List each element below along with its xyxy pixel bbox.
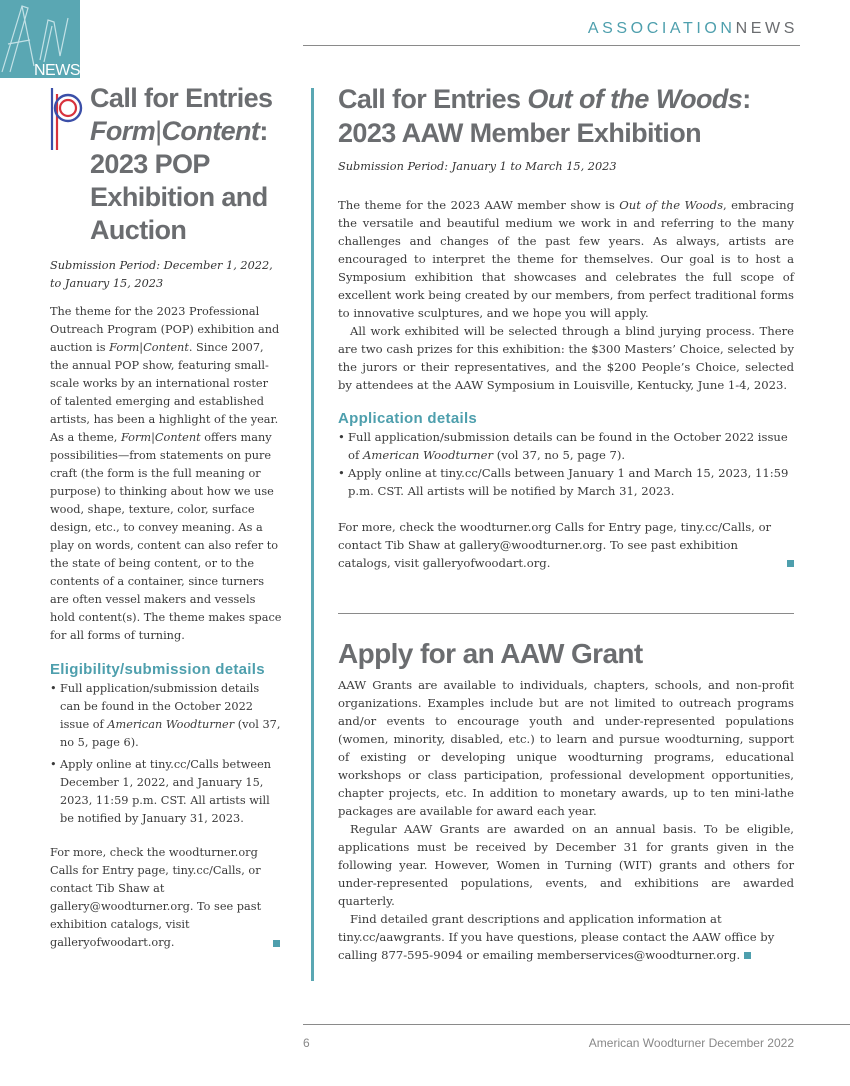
grant-body-text-3: Find detailed grant descriptions and application information at tiny.cc/aawgrants. If you have questions, please contact the AAW office by calling 877-595-9094 or emailing memberservices@woodturner.org. — [338, 912, 775, 962]
grant-article-title: Apply for an AAW Grant — [338, 638, 643, 669]
pop-article-title — [90, 82, 284, 247]
member-bullet2-text: Apply online at tiny.cc/Calls between January 1 and March 15, 2023, 11:59 p.m. CST. All artists will be notified by March 31, 2023. — [348, 466, 789, 498]
end-of-article-mark-icon — [744, 952, 751, 959]
pop-body-text-a: The theme for the 2023 Professional Outreach Program (POP) exhibition and auction is — [50, 305, 280, 354]
member-title-line1 — [338, 82, 794, 116]
member-body-theme: Out of the Woods — [619, 198, 724, 212]
pop-title-line5: Auction — [90, 215, 187, 245]
section-header-association: ASSOCIATION — [587, 20, 736, 37]
pop-bullet2-text: Apply online at tiny.cc/Calls between December 1, 2022, and January 15, 2023, 11:59 p.m. CST. All artists will be notified by January 31, 2023. — [60, 758, 272, 825]
section-header-news: NEWS — [735, 20, 798, 37]
member-title-colon: : — [742, 84, 751, 114]
member-body-paragraph-2: All work exhibited will be selected through a blind jurying process. There are two cash prizes for this exhibition: the $300 Masters’ Choice, selected by the jurors or their representatives, and the $200 People’s Choice, selected by attendees at the AAW Symposium in Louisville, Kentucky, June 1-4, 2023. — [338, 324, 794, 392]
member-details-heading: Application details — [338, 410, 478, 427]
member-title-line2: 2023 AAW Member Exhibition — [338, 118, 701, 148]
pop-title-content: Content — [161, 116, 260, 146]
member-bullet1-text: Full application/submission details can be found in the October 2022 issue of — [348, 430, 788, 462]
pop-body-theme-2: Form|Content — [120, 431, 201, 444]
grant-body-paragraph-1: AAW Grants are available to individuals, chapters, schools, and non-profit organizations. Examples include but are not limited to outreach programs and/or events to encourage youth and under-represented populations (women, minority, disabled, etc.) to learn and pursue woodturning, support of existing or developing unique woodturning programs, educational workshops or class participation, professional development opportunities, chapter projects, etc. In addition to monetary awards, up to ten mini-lathe packages are available for award each year. — [338, 678, 794, 818]
member-bullet1-magazine: American Woodturner — [362, 448, 494, 462]
association-news-logo — [0, 0, 80, 78]
pop-title-line4: Exhibition and — [90, 182, 268, 212]
header-divider — [303, 45, 800, 46]
page-number: 6 — [303, 1036, 310, 1050]
pop-title-line2 — [90, 115, 284, 148]
member-details-list — [338, 428, 794, 500]
pop-bullet1-ref: (vol 37, no 5, page 6). — [60, 718, 281, 749]
pop-body-text-c: offers many possibilities—from statements on pure craft (the form is the full meaning or purpose) to thinking about how we use wood, shape, texture, color, surface design, etc., to convey meaning. As a play on words, content can also refer to the state of being content, or to the contents of a container, since turners are often vessel makers and vessels hold content(s). The theme makes space for all forms of turning. — [50, 431, 282, 642]
end-of-article-mark-icon — [787, 560, 794, 567]
pop-title-form: Form — [90, 116, 156, 146]
publication-footer: American Woodturner December 2022 — [588, 1036, 794, 1050]
member-title-theme: Out of the Woods — [527, 84, 743, 114]
section-header — [588, 20, 798, 38]
column-divider — [311, 88, 314, 981]
pop-body-paragraph — [50, 303, 282, 645]
pop-bullet1-text: Full application/submission details can be found in the October 2022 issue of — [60, 682, 260, 731]
pop-title-colon: : — [259, 116, 268, 146]
member-submission-period: Submission Period: January 1 to March 15, 2023 — [338, 160, 617, 173]
grant-body-paragraph-2: Regular AAW Grants are awarded on an annual basis. To be eligible, applications must be received by December 31 for grants given in the following year. However, Women in Turning (WIT) grants and others for under-represented populations, events, and exhibitions are awarded quarterly. — [338, 822, 794, 908]
pop-call-for-entries-article — [50, 82, 284, 952]
end-of-article-mark-icon — [273, 940, 280, 947]
member-details-item — [338, 428, 794, 464]
member-exhibition-article — [338, 82, 794, 572]
grant-body-paragraph-3 — [338, 910, 794, 964]
pop-submission-period: Submission Period: December 1, 2022, to January 15, 2023 — [50, 259, 273, 290]
member-body-text-b: , embracing the versatile and beautiful medium we work in and referring to the many challenges and changes of the past few years. As always, artists are encouraged to interpret the theme for themselves. Our goal is to host a Symposium exhibition that showcases and celebrates the full scope of excellent work being created by our members, from perfect traditional forms to innovative sculptures, and we hope you will apply. — [338, 198, 794, 320]
pop-title-line1: Call for Entries — [90, 83, 273, 113]
member-body-paragraph-1 — [338, 196, 794, 322]
pop-details-list — [50, 680, 282, 828]
pop-details-item — [50, 756, 282, 828]
member-body-text-a: The theme for the 2023 AAW member show is — [338, 198, 620, 212]
logo-news-text: NEWS — [34, 62, 80, 78]
member-bullet1-ref: (vol 37, no 5, page 7). — [493, 448, 626, 462]
member-more-info — [338, 518, 794, 572]
pop-bullet1-magazine: American Woodturner — [107, 718, 235, 731]
pop-details-item — [50, 680, 282, 752]
pop-body-text-b: . Since 2007, the annual POP show, featuring small-scale works by an international roster of talented emerging and established artists, has been a highlight of the year. As a theme, — [50, 341, 279, 444]
pop-details-heading: Eligibility/submission details — [50, 661, 265, 678]
member-title-text: Call for Entries — [338, 84, 528, 114]
pop-more-info — [50, 844, 272, 952]
pop-body-theme: Form|Content — [109, 341, 189, 354]
grant-article — [338, 636, 794, 964]
member-details-item — [338, 464, 794, 500]
pop-more-info-text: For more, check the woodturner.org Calls for Entry page, tiny.cc/Calls, or contact Tib Shaw at gallery@woodturner.org. To see past exhibition catalogs, visit galleryofwoodart.org. — [50, 846, 262, 949]
member-more-info-text: For more, check the woodturner.org Calls for Entry page, tiny.cc/Calls, or contact Tib Shaw at gallery@woodturner.org. To see past exhibition catalogs, visit galleryofwoodart.org. — [338, 520, 772, 570]
member-exhibition-title — [338, 82, 794, 150]
footer-divider — [303, 1024, 850, 1025]
pop-title-separator: | — [155, 116, 162, 146]
pop-title-line3: 2023 POP — [90, 149, 210, 179]
article-divider — [338, 613, 794, 614]
